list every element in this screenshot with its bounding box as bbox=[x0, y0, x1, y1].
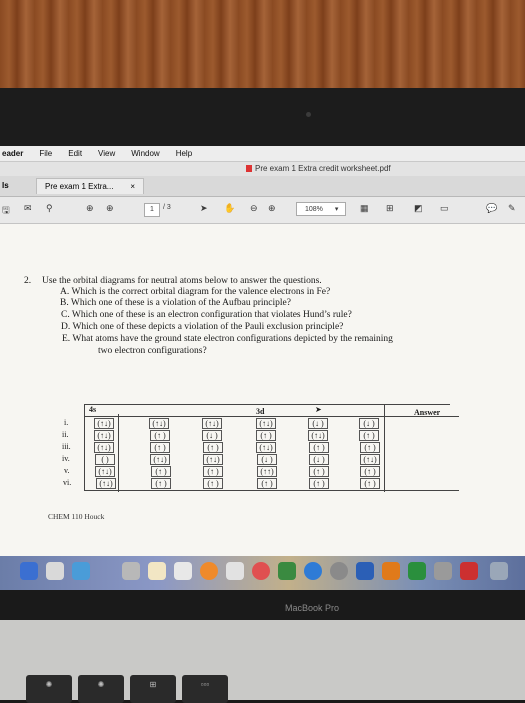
question-number: 2. bbox=[24, 276, 32, 286]
brightness-up-key: ✺ bbox=[78, 675, 124, 703]
finder-icon[interactable] bbox=[20, 562, 38, 580]
page-down-icon[interactable]: ⊕ bbox=[106, 203, 114, 213]
mail-app-icon[interactable] bbox=[122, 562, 140, 580]
launchpad-icon[interactable] bbox=[46, 562, 64, 580]
question-d: D. Which one of these depicts a violation of the Pauli exclusion principle? bbox=[61, 322, 344, 332]
search-icon[interactable]: ⚲ bbox=[46, 203, 53, 213]
question-e: E. What atoms have the ground state electron configurations depicted by the remaining bbox=[62, 334, 393, 344]
page-up-icon[interactable]: ⊕ bbox=[86, 203, 94, 213]
notes-icon[interactable] bbox=[148, 562, 166, 580]
launchpad-key: ▫▫▫ bbox=[182, 675, 228, 703]
zoom-in-icon[interactable]: ⊕ bbox=[268, 203, 276, 213]
table-top-border bbox=[84, 404, 450, 415]
header-answer: Answer bbox=[414, 408, 441, 417]
menu-file[interactable]: File bbox=[39, 149, 53, 158]
settings-icon[interactable] bbox=[330, 562, 348, 580]
dock bbox=[0, 556, 525, 590]
zoom-out-icon[interactable]: ⊖ bbox=[250, 203, 258, 213]
question-c: C. Which one of these is an electron configuration that violates Hund’s rule? bbox=[61, 310, 352, 320]
menu-help[interactable]: Help bbox=[175, 149, 193, 158]
wooden-background bbox=[0, 0, 525, 92]
acrobat-icon[interactable] bbox=[460, 562, 478, 580]
safari-icon[interactable] bbox=[72, 562, 90, 580]
menu-bar bbox=[0, 146, 525, 162]
menu-window[interactable]: Window bbox=[131, 149, 160, 158]
screen bbox=[0, 146, 525, 556]
itunes-icon[interactable] bbox=[252, 562, 270, 580]
pdf-icon bbox=[246, 165, 252, 172]
messages-icon[interactable] bbox=[226, 562, 244, 580]
document-title: Pre exam 1 Extra credit worksheet.pdf bbox=[246, 164, 391, 173]
tools-tab[interactable]: ls bbox=[2, 181, 9, 190]
mission-control-key: ⊞ bbox=[130, 675, 176, 703]
preview-icon[interactable] bbox=[434, 562, 452, 580]
menu-edit[interactable]: Edit bbox=[68, 149, 83, 158]
question-e-continued: two electron configurations? bbox=[98, 346, 207, 356]
tab-close-icon[interactable]: × bbox=[130, 182, 135, 191]
select-arrow-icon[interactable]: ➤ bbox=[200, 203, 208, 213]
col-border-answer bbox=[384, 404, 385, 492]
photos-icon[interactable] bbox=[200, 562, 218, 580]
menu-app-name[interactable]: eader bbox=[2, 149, 24, 158]
tab-document[interactable] bbox=[36, 178, 144, 194]
orbital-table: 4s 3d ➤ Answer i. (↑↓) (↑↓) (↑↓) (↑↓) (↓ ) (↓ ) ii. (↑↓) (↑ ) (↓ ) (↑ ) (↑↓) (↑ ) iii. (↑↓) (↑ ) (↑ ) (↑↓) (↑ ) (↑ ) iv. ( ) (↑↓) (↑↓) (↓ ) (↓ ) (↑↓) v. (↑↓) (↑ ) (↑ ) (↑↑) (↑ ) (↑ ) vi. (↑↓) (↑ ) (↑ ) (↑ ) (↑ ) (↑ ) bbox=[62, 404, 474, 492]
question-text: Use the orbital diagrams for neutral atoms below to answer the questions. bbox=[42, 276, 322, 286]
laptop-bezel-bottom bbox=[0, 590, 525, 620]
arrow-cursor-icon: ➤ bbox=[315, 405, 322, 414]
app-store-icon[interactable] bbox=[304, 562, 322, 580]
mail-icon[interactable]: ✉ bbox=[24, 203, 32, 213]
page-total: / 3 bbox=[163, 204, 171, 211]
powerpoint-icon[interactable] bbox=[382, 562, 400, 580]
header-divider bbox=[84, 416, 459, 417]
camera-icon bbox=[306, 112, 311, 117]
pen-icon[interactable]: ✎ bbox=[508, 203, 516, 213]
document-footer: CHEM 110 Houck bbox=[48, 512, 105, 521]
question-a: A. Which is the correct orbital diagram for the valence electrons in Fe? bbox=[60, 287, 331, 297]
calendar-icon[interactable] bbox=[174, 562, 192, 580]
laptop-brand: MacBook Pro bbox=[285, 603, 340, 613]
menu-view[interactable]: View bbox=[98, 149, 116, 158]
header-3d: 3d bbox=[256, 407, 265, 416]
window-title-bar bbox=[0, 162, 525, 176]
fit-page-icon[interactable]: ▦ bbox=[360, 203, 369, 213]
tab-label: Pre exam 1 Extra... bbox=[45, 182, 114, 191]
laptop-bezel-top bbox=[0, 88, 525, 148]
page-number-input[interactable]: 1 bbox=[144, 203, 160, 217]
col-border-left bbox=[84, 404, 85, 490]
trash-icon[interactable] bbox=[490, 562, 508, 580]
toolbar bbox=[0, 197, 525, 224]
comment-icon[interactable]: 💬 bbox=[486, 203, 498, 213]
header-4s: 4s bbox=[89, 405, 97, 414]
fullscreen-icon[interactable]: ◩ bbox=[414, 203, 423, 213]
fit-width-icon[interactable]: ⊞ bbox=[386, 203, 394, 213]
sign-icon[interactable]: ▭ bbox=[440, 203, 449, 213]
col-border-4s bbox=[118, 414, 119, 492]
word-icon[interactable] bbox=[356, 562, 374, 580]
tab-bar bbox=[0, 176, 525, 197]
chevron-down-icon: ▾ bbox=[334, 206, 339, 213]
zoom-select[interactable]: 108% ▾ bbox=[296, 202, 346, 216]
question-b: B. Which one of these is a violation of the Aufbau principle? bbox=[60, 298, 291, 308]
brightness-down-key: ✺ bbox=[26, 675, 72, 703]
facetime-icon[interactable] bbox=[278, 562, 296, 580]
excel-icon[interactable] bbox=[408, 562, 426, 580]
hand-tool-icon[interactable]: ✋ bbox=[224, 203, 236, 213]
table-bottom-border bbox=[84, 490, 459, 491]
save-icon[interactable]: 🖫 bbox=[2, 205, 10, 215]
